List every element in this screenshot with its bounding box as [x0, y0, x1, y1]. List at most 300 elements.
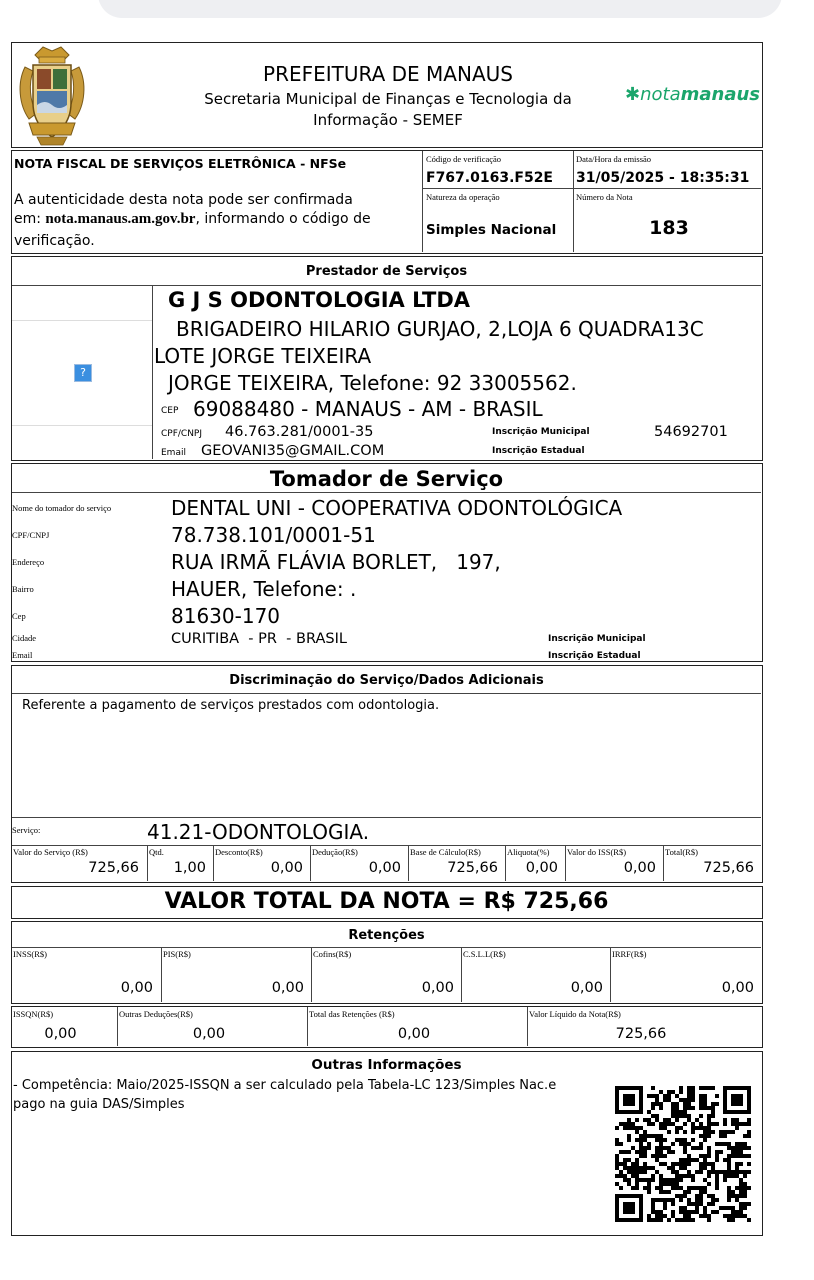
service-values-cell [12, 845, 147, 881]
retention-cell [12, 947, 161, 1002]
qr-module [679, 1178, 683, 1182]
taker-cep-label: Cep [12, 611, 26, 621]
qr-module [667, 1182, 671, 1186]
qr-module [699, 1106, 703, 1110]
retention-2-cell [12, 1007, 117, 1046]
qr-module [687, 1090, 691, 1094]
qr-module [647, 1218, 651, 1222]
verif-label: Código de verificação [426, 154, 502, 164]
retention-label: INSS(R$) [13, 949, 48, 959]
qr-module [627, 1178, 631, 1182]
qr-module [723, 1130, 727, 1134]
qr-module [703, 1186, 707, 1190]
provider-ie-label: Inscrição Estadual [492, 446, 585, 456]
qr-module [695, 1170, 699, 1174]
qr-module [679, 1126, 683, 1130]
qr-module [723, 1178, 727, 1182]
qr-module [711, 1114, 715, 1118]
qr-module [639, 1142, 643, 1146]
auth-site-link[interactable]: nota.manaus.am.gov.br [45, 211, 196, 227]
qr-module [735, 1150, 739, 1154]
qr-module [735, 1162, 739, 1166]
qr-module [691, 1218, 695, 1222]
qr-module [727, 1194, 731, 1198]
retention-2-value: 725,66 [615, 1026, 667, 1042]
qr-module [659, 1134, 663, 1138]
qr-module [627, 1158, 631, 1162]
qr-module [647, 1166, 651, 1170]
qr-module [699, 1202, 703, 1206]
qr-module [747, 1218, 751, 1222]
qr-module [699, 1186, 703, 1190]
qr-module [663, 1198, 667, 1202]
qr-module [683, 1106, 687, 1110]
qr-module [675, 1102, 679, 1106]
qr-module [711, 1102, 715, 1106]
qr-module [683, 1142, 687, 1146]
qr-module [711, 1086, 715, 1090]
qr-module [747, 1146, 751, 1150]
qr-module [655, 1198, 659, 1202]
emission-value: 31/05/2025 - 18:35:31 [576, 170, 750, 186]
qr-module [615, 1166, 619, 1170]
qr-module [647, 1190, 651, 1194]
qr-module [711, 1198, 715, 1202]
qr-module [707, 1174, 711, 1178]
qr-module [667, 1190, 671, 1194]
qr-module [739, 1178, 743, 1182]
service-values-value: 0,00 [525, 860, 558, 876]
qr-module [743, 1194, 747, 1198]
qr-module [659, 1150, 663, 1154]
number-value: 183 [649, 217, 689, 239]
retention-cell [311, 947, 462, 1002]
qr-module [667, 1118, 671, 1122]
qr-module [687, 1106, 691, 1110]
qr-module [671, 1202, 675, 1206]
qr-module [671, 1186, 675, 1190]
qr-module [679, 1218, 683, 1222]
retention-cell [461, 947, 611, 1002]
provider-im-label: Inscrição Municipal [492, 427, 590, 437]
qr-module [731, 1210, 735, 1214]
qr-module [643, 1166, 647, 1170]
qr-module [727, 1170, 731, 1174]
qr-module [651, 1114, 655, 1118]
qr-module [703, 1094, 707, 1098]
qr-module [671, 1166, 675, 1170]
qr-module [727, 1206, 731, 1210]
qr-module [683, 1098, 687, 1102]
qr-module [651, 1102, 655, 1106]
qr-module [667, 1178, 671, 1182]
header-subtitle-line1: Secretaria Municipal de Finanças e Tecnologia da [204, 90, 572, 108]
qr-module [659, 1138, 663, 1142]
service-values-cell [565, 845, 664, 881]
service-values-cell [310, 845, 409, 881]
qr-module [635, 1178, 639, 1182]
qr-module [691, 1094, 695, 1098]
qr-module [747, 1162, 751, 1166]
qr-module [715, 1178, 719, 1182]
qr-module [663, 1202, 667, 1206]
qr-module [695, 1146, 699, 1150]
qr-module [667, 1198, 671, 1202]
qr-module [663, 1098, 667, 1102]
qr-module [711, 1162, 715, 1166]
qr-module [647, 1214, 651, 1218]
qr-module [619, 1122, 623, 1126]
verif-code: F767.0163.F52E [426, 170, 553, 186]
provider-address-line1: BRIGADEIRO HILARIO GURJAO, 2,LOJA 6 QUADRA13C [176, 317, 704, 341]
qr-module [651, 1094, 655, 1098]
qr-module [707, 1218, 711, 1222]
service-values-cell [505, 845, 566, 881]
qr-module [707, 1194, 711, 1198]
qr-module [743, 1186, 747, 1190]
qr-module [687, 1098, 691, 1102]
retention-value: 0,00 [570, 980, 603, 996]
qr-module [703, 1162, 707, 1166]
qr-module [671, 1122, 675, 1126]
qr-module [691, 1090, 695, 1094]
qr-module [735, 1170, 739, 1174]
service-values-value: 0,00 [623, 860, 656, 876]
retention-2-cell [117, 1007, 308, 1046]
qr-module [723, 1134, 727, 1138]
qr-module [695, 1198, 699, 1202]
qr-module [635, 1170, 639, 1174]
qr-module [627, 1138, 631, 1142]
qr-module [715, 1198, 719, 1202]
qr-module [683, 1146, 687, 1150]
qr-module [619, 1142, 623, 1146]
qr-module [707, 1146, 711, 1150]
qr-module [743, 1134, 747, 1138]
qr-module [655, 1094, 659, 1098]
qr-module [635, 1130, 639, 1134]
qr-module [739, 1154, 743, 1158]
qr-module [639, 1138, 643, 1142]
qr-module [727, 1154, 731, 1158]
service-value: 41.21-ODONTOLOGIA. [147, 820, 370, 844]
qr-module [687, 1102, 691, 1106]
qr-module [711, 1166, 715, 1170]
retention-2-value: 0,00 [192, 1026, 226, 1042]
qr-module [639, 1170, 643, 1174]
total-value: VALOR TOTAL DA NOTA = R$ 725,66 [164, 889, 609, 914]
qr-module [615, 1142, 619, 1146]
provider-cnpj-label: CPF/CNPJ [161, 429, 203, 439]
qr-module [695, 1202, 699, 1206]
qr-module [655, 1210, 659, 1214]
qr-module [707, 1154, 711, 1158]
service-values-label: Dedução(R$) [312, 847, 358, 857]
qr-module [623, 1174, 627, 1178]
qr-module [643, 1118, 647, 1122]
qr-module [639, 1126, 643, 1130]
coat-of-arms-logo [15, 43, 89, 147]
qr-module [651, 1202, 655, 1206]
qr-module [675, 1194, 679, 1198]
qr-module [727, 1146, 731, 1150]
other-info-line2: pago na guia DAS/Simples [13, 1097, 185, 1112]
qr-module [687, 1142, 691, 1146]
qr-module [723, 1122, 727, 1126]
qr-module [651, 1210, 655, 1214]
service-values-cell [408, 845, 506, 881]
service-values-value: 1,00 [173, 860, 206, 876]
qr-module [631, 1126, 635, 1130]
auth-text-1: A autenticidade desta nota pode ser confirmada [14, 192, 353, 208]
retentions-box-2 [11, 1006, 763, 1048]
qr-module [731, 1170, 735, 1174]
qr-module [735, 1166, 739, 1170]
qr-module [683, 1166, 687, 1170]
qr-module [679, 1158, 683, 1162]
brand-suffix: manaus [680, 84, 761, 105]
qr-module [711, 1122, 715, 1126]
qr-module [687, 1218, 691, 1222]
taker-address-value: RUA IRMÃ FLÁVIA BORLET, 197, [171, 550, 501, 574]
qr-module [663, 1190, 667, 1194]
qr-module [723, 1158, 727, 1162]
qr-module [727, 1130, 731, 1134]
qr-module [727, 1166, 731, 1170]
qr-module [667, 1130, 671, 1134]
qr-module [643, 1162, 647, 1166]
qr-module [671, 1102, 675, 1106]
qr-module [671, 1106, 675, 1110]
qr-module [723, 1170, 727, 1174]
qr-module [663, 1206, 667, 1210]
qr-module [743, 1154, 747, 1158]
service-values-value: 725,66 [703, 860, 754, 876]
taker-name-label: Nome do tomador do serviço [12, 503, 112, 513]
service-values-cell [663, 845, 762, 881]
qr-module [707, 1130, 711, 1134]
qr-module [675, 1218, 679, 1222]
retentions-box [11, 921, 763, 1004]
qr-module [719, 1142, 723, 1146]
service-values-label: Aliquota(%) [507, 847, 550, 857]
qr-module [703, 1134, 707, 1138]
qr-module [687, 1114, 691, 1118]
qr-module [635, 1174, 639, 1178]
qr-module [643, 1154, 647, 1158]
qr-module [659, 1162, 663, 1166]
qr-module [671, 1162, 675, 1166]
qr-module [635, 1158, 639, 1162]
service-values-label: Valor do Serviço (R$) [13, 847, 88, 857]
qr-module [739, 1182, 743, 1186]
qr-module [627, 1150, 631, 1154]
qr-module [699, 1102, 703, 1106]
provider-box [11, 256, 763, 461]
qr-module [671, 1110, 675, 1114]
qr-module [639, 1154, 643, 1158]
service-values-label: Total(R$) [665, 847, 698, 857]
qr-module [675, 1114, 679, 1118]
qr-module [699, 1214, 703, 1218]
qr-module [659, 1122, 663, 1126]
qr-module [739, 1142, 743, 1146]
qr-module [683, 1162, 687, 1166]
qr-module [679, 1194, 683, 1198]
qr-module [715, 1154, 719, 1158]
provider-cnpj-value: 46.763.281/0001-35 [225, 424, 374, 440]
qr-module [715, 1182, 719, 1186]
qr-module [739, 1202, 743, 1206]
taker-name-value: DENTAL UNI - COOPERATIVA ODONTOLÓGICA [171, 496, 623, 520]
qr-module [719, 1170, 723, 1174]
qr-module [691, 1098, 695, 1102]
qr-module [663, 1162, 667, 1166]
qr-module [671, 1142, 675, 1146]
qr-module [731, 1190, 735, 1194]
qr-module [735, 1186, 739, 1190]
qr-module [699, 1198, 703, 1202]
qr-module [715, 1142, 719, 1146]
qr-module [711, 1130, 715, 1134]
qr-module [743, 1182, 747, 1186]
qr-module [699, 1146, 703, 1150]
service-values-cell [147, 845, 214, 881]
qr-module [627, 1134, 631, 1138]
qr-module [739, 1146, 743, 1150]
qr-module [691, 1130, 695, 1134]
qr-module [655, 1138, 659, 1142]
qr-module [635, 1138, 639, 1142]
service-values-label: Valor do ISS(R$) [567, 847, 627, 857]
service-values-value: 0,00 [270, 860, 303, 876]
qr-module [719, 1206, 723, 1210]
qr-module [687, 1174, 691, 1178]
qr-module [699, 1190, 703, 1194]
qr-module [727, 1198, 731, 1202]
qr-module [659, 1102, 663, 1106]
qr-module [739, 1170, 743, 1174]
qr-module [683, 1218, 687, 1222]
qr-module [659, 1190, 663, 1194]
service-values-label: Base de Cálculo(R$) [410, 847, 481, 857]
qr-module [695, 1194, 699, 1198]
taker-district-label: Bairro [12, 584, 34, 594]
qr-module [703, 1154, 707, 1158]
qr-module [715, 1170, 719, 1174]
qr-module [647, 1122, 651, 1126]
qr-module [711, 1170, 715, 1174]
qr-module [667, 1098, 671, 1102]
service-values-cell [213, 845, 311, 881]
qr-module [727, 1190, 731, 1194]
qr-module [667, 1090, 671, 1094]
qr-module [667, 1166, 671, 1170]
qr-module [655, 1098, 659, 1102]
qr-module [655, 1102, 659, 1106]
qr-module [707, 1170, 711, 1174]
qr-module [687, 1118, 691, 1122]
qr-module [739, 1150, 743, 1154]
qr-module [651, 1206, 655, 1210]
emission-label: Data/Hora da emissão [576, 154, 652, 164]
qr-module [651, 1166, 655, 1170]
qr-module [707, 1106, 711, 1110]
qr-module [679, 1198, 683, 1202]
qr-module [663, 1126, 667, 1130]
service-values-label: Desconto(R$) [215, 847, 263, 857]
qr-module [619, 1150, 623, 1154]
qr-module [739, 1162, 743, 1166]
qr-module [743, 1142, 747, 1146]
retention-2-label: Valor Líquido da Nota(R$) [529, 1009, 621, 1019]
retention-label: PIS(R$) [163, 949, 191, 959]
qr-module [691, 1122, 695, 1126]
qr-module [695, 1210, 699, 1214]
qr-module [743, 1174, 747, 1178]
qr-module [635, 1118, 639, 1122]
qr-module [635, 1186, 639, 1190]
retention-2-value: 0,00 [397, 1026, 431, 1042]
qr-module [747, 1202, 751, 1206]
qr-module [703, 1206, 707, 1210]
qr-module [679, 1098, 683, 1102]
qr-module [731, 1214, 735, 1218]
qr-module [647, 1186, 651, 1190]
retention-2-value: 0,00 [44, 1026, 77, 1042]
qr-module [687, 1086, 691, 1090]
qr-module [651, 1106, 655, 1110]
qr-module [703, 1210, 707, 1214]
qr-module [731, 1118, 735, 1122]
qr-module [707, 1202, 711, 1206]
qr-module [663, 1182, 667, 1186]
qr-module [735, 1194, 739, 1198]
qr-module [679, 1162, 683, 1166]
auth-text-2 [14, 211, 371, 228]
qr-module [663, 1118, 667, 1122]
qr-code [615, 1086, 751, 1222]
qr-module [627, 1118, 631, 1122]
qr-module [671, 1214, 675, 1218]
qr-module [647, 1118, 651, 1122]
qr-module [679, 1110, 683, 1114]
qr-module [651, 1198, 655, 1202]
header-subtitle-line2: Informação - SEMEF [313, 111, 463, 129]
retention-label: Cofins(R$) [313, 949, 352, 959]
qr-module [703, 1086, 707, 1090]
qr-module [687, 1094, 691, 1098]
taker-section-title: Tomador de Serviço [269, 467, 504, 491]
qr-module [627, 1182, 631, 1186]
qr-module [743, 1190, 747, 1194]
qr-module [683, 1130, 687, 1134]
qr-module [615, 1158, 619, 1162]
qr-module [623, 1166, 627, 1170]
qr-module [707, 1114, 711, 1118]
qr-module [695, 1126, 699, 1130]
qr-module [743, 1202, 747, 1206]
qr-module [703, 1138, 707, 1142]
qr-module [647, 1182, 651, 1186]
other-info-box [11, 1051, 763, 1236]
nfse-doc-title: NOTA FISCAL DE SERVIÇOS ELETRÔNICA - NFSe [14, 156, 347, 171]
qr-module [711, 1110, 715, 1114]
retentions-row-1 [12, 947, 761, 1002]
retention-2-label: ISSQN(R$) [13, 1009, 54, 1019]
service-values-label: Qtd. [149, 847, 164, 857]
qr-module [679, 1210, 683, 1214]
